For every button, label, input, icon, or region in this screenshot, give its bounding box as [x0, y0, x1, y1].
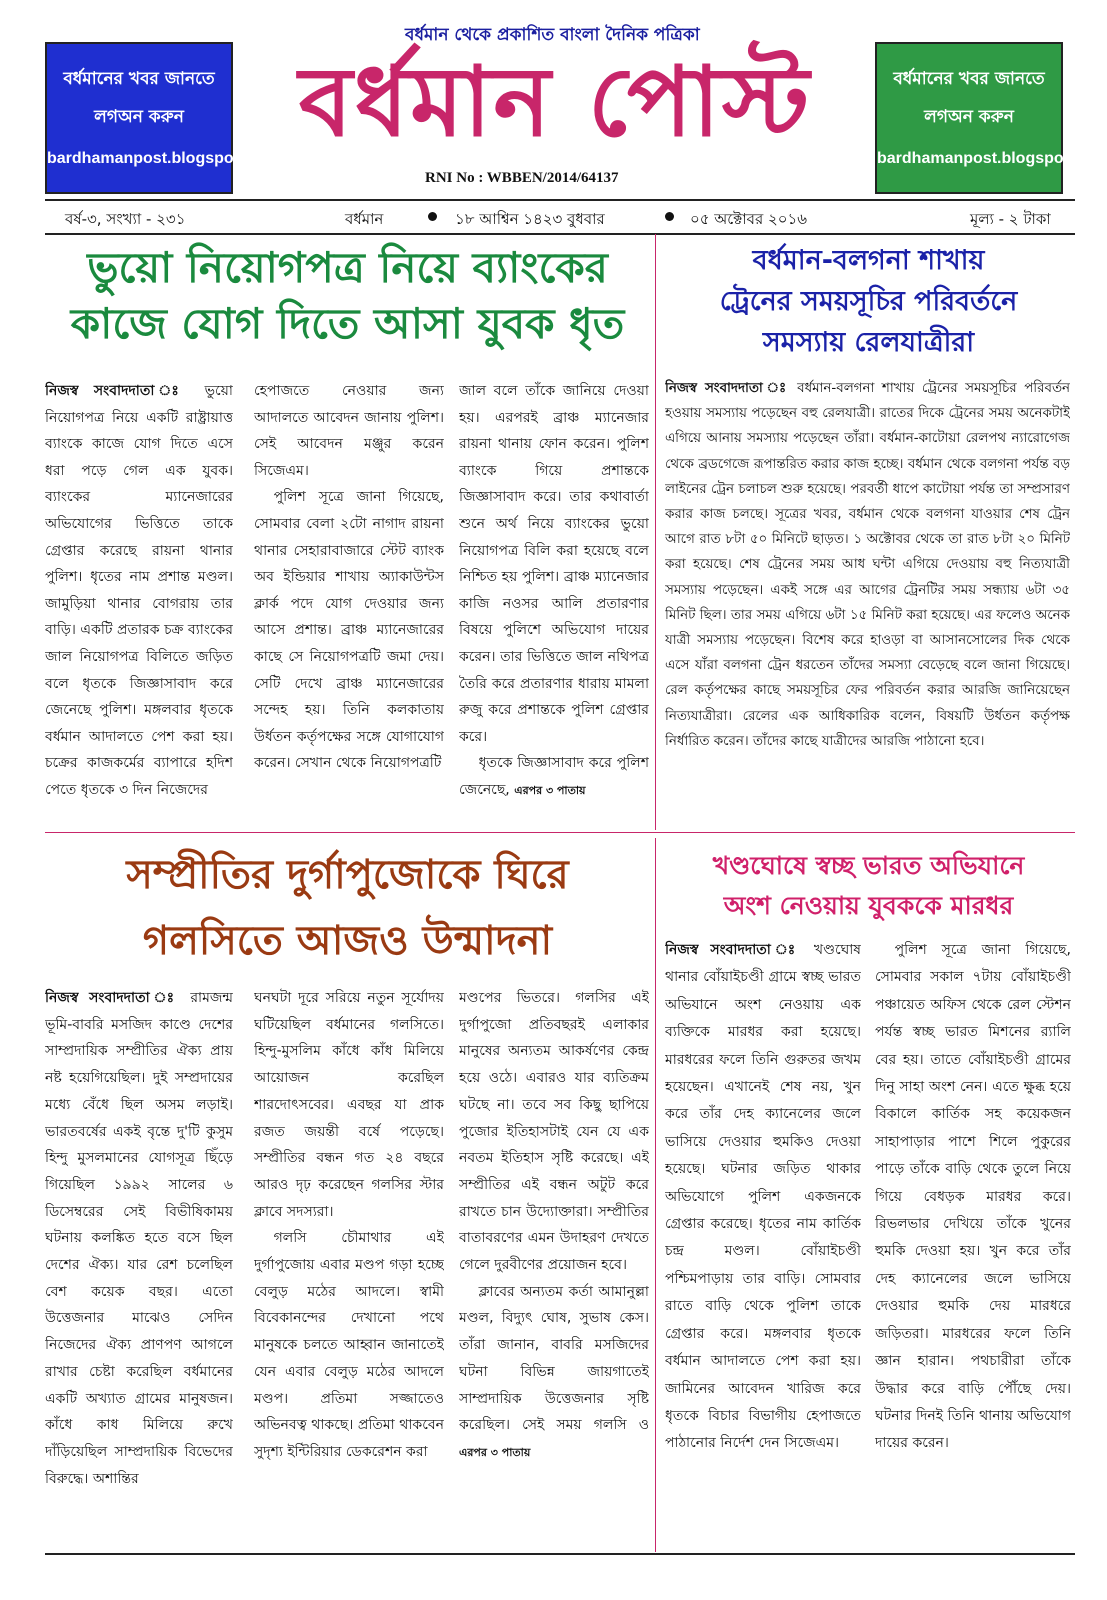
promo-line2: লগঅন করুন — [94, 107, 184, 127]
story4-headline[interactable] — [662, 846, 1075, 926]
promo-url-link[interactable]: bardhamanpost.blogspot.in — [47, 150, 258, 167]
article-text: খণ্ডঘোষ থানার বোঁয়াইচণ্ডী গ্রামে স্বচ্ছ ভারত অভিযানে অংশ নেওয়ায় এক ব্যক্তিকে মারধর করা হয়েছে। মারধরের ফলে তিনি গুরুতর জখম হয়েছেন। এখানেই শেষ নয়, খুন করে তাঁর দেহ ক্যানেলের জলে ভাসিয়ে দেওয়ার হুমকিও দেওয়া হয়েছে। ঘটনার জড়িত থাকার অভিযোগে পুলিশ একজনকে গ্রেপ্তার করেছে। ধৃতের নাম কার্তিক চন্দ্র মণ্ডল। বোঁয়াইচণ্ডী পশ্চিমপাড়ায় তার বাড়ি। সোমবার রাতে বাড়ি থেকে পুলিশ তাকে গ্রেপ্তার করে। মঙ্গলবার ধৃতকে বর্ধমান আদালতে পেশ করা হয়। জামিনের আবেদন খারিজ করে ধৃতকে বিচার বিভাগীয় হেপাজতে পাঠানোর নির্দেশ দেন সিজেএম। — [665, 942, 861, 1452]
story3-column-1 — [45, 985, 233, 1551]
headline-line: সম্প্রীতির দুর্গাপুজোকে ঘিরে — [126, 852, 569, 898]
byline: নিজস্ব সংবাদদাতা ঃ — [45, 990, 180, 1006]
bengali-date: ১৮ আশ্বিন ১৪২৩ বুধবার — [455, 210, 605, 228]
article-text: ভুয়ো নিয়োগপত্র নিয়ে একটি রাষ্ট্রায়াত্ত ব্যাংকে কাজে যোগ দিতে এসে ধরা পড়ে গেল এক যুবক। ব্যাংকের ম্যানেজারের অভিযোগের ভিত্তিতে তাকে গ্রেপ্তার করেছে রায়না থানার পুলিশ। ধৃতের নাম প্রশান্ত মণ্ডল। জামুড়িয়া থানার বোগরায় তার বাড়ি। একটি প্রতারক চক্র ব্যাংকের জাল নিয়োগপত্র বিলিতে জড়িত বলে ধৃতকে জিজ্ঞাসাবাদ করে জেনেছে পুলিশ। মঙ্গলবার ধৃতকে বর্ধমান আদালতে পেশ করা হয়। চক্রের কাজকর্মের ব্যাপারে হদিশ পেতে ধৃতকে ৩ দিন নিজেদের — [45, 383, 233, 798]
headline-line: খণ্ডঘোষে স্বচ্ছ ভারত অভিযানে — [712, 851, 1025, 880]
article-paragraph: পুলিশ সূত্রে জানা গিয়েছে, সোমবার সকাল ৭টায় বোঁয়াইচণ্ডী পঞ্চায়েত অফিস থেকে রেল স্টেশন পর্যন্ত স্বচ্ছ ভারত মিশনের র‍্যালি বের হয়। তাতে বোঁয়াইচণ্ডী গ্রামের দিনু সাহা অংশ নেন। এতে ক্ষুব্ধ হয়ে বিকালে কার্তিক সহ কয়েকজন সাহাপাড়ার পাশে শিলে পুকুরের পাড়ে তাঁকে বাড়ি থেকে তুলে নিয়ে গিয়ে বেধড়ক মারধর করে। রিভলভার দেখিয়ে তাঁকে খুনের হুমকি দেওয়া হয়। খুন করে তাঁর দেহ ক্যানেলের জলে ভাসিয়ে দেওয়ার হুমকি দেয় মারধরে জড়িতরা। মারধরের ফলে তিনি জ্ঞান হারান। পথচারীরা তাঁকে উদ্ধার করে বাড়ি পৌঁছে দেয়। ঘটনার দিনই তিনি থানায় অভিযোগ দায়ের করেন। — [875, 942, 1071, 1452]
story2-headline[interactable] — [662, 240, 1075, 363]
continued-link[interactable]: এরপর ৩ পাতায় — [514, 783, 586, 797]
headline-line: সমস্যায় রেলযাত্রীরা — [762, 327, 975, 358]
article-paragraph: গলসি চৌমাথার এই দুর্গাপুজোয় এবার মণ্ডপ গড়া হচ্ছে বেলুড় মঠের আদলে। স্বামী বিবেকানন্দের দেখানো পথে মানুষকে চলতে আহ্বান জানাতেই যেন এবার বেলুড় মঠের আদলে মণ্ডপ। প্রতিমা সজ্জাতেও অভিনবত্ব থাকছে। প্রতিমা থাকবেন সুদৃশ্য ইন্টিরিয়ার ডেকরেশন করা — [254, 1230, 444, 1460]
headline-line: বর্ধমান-বলগনা শাখায় — [752, 245, 985, 276]
article-text: রামজন্ম ভূমি-বাবরি মসজিদ কাণ্ডে দেশের সাম্প্রদায়িক সম্প্রীতির ঐক্য প্রায় নষ্ট হয়েগিয়েছিল। দুই সম্প্রদায়ের মধ্যে বেঁধে ছিল অসম লড়াই। ভারতবর্ষের একই বৃন্তে দু'টি কুসুম হিন্দু মুসলমানের যোগসূত্র ছিঁড়ে গিয়েছিল ১৯৯২ সালের ৬ ডিসেম্বরের সেই বিভীষিকাময় ঘটনায় কলঙ্কিত হতে বসে ছিল দেশের ঐক্য। যার রেশ চলেছিল বেশ কয়েক বছর। এতো উত্তেজনার মাঝেও সেদিন নিজেদের ঐক্য প্রাণপণ আগলে রাখার চেষ্টা করেছিল বর্ধমানের একটি অখ্যাত গ্রামের মানুষজন। কাঁধে কাধ মিলিয়ে রুখে দাঁড়িয়েছিল সাম্প্রদায়িক বিভেদের বিরুদ্ধে। অশান্তির — [45, 990, 233, 1487]
story3-column-2 — [254, 985, 444, 1551]
issue-number: বর্ষ-৩, সংখ্যা - ২৩১ — [65, 210, 186, 228]
promo-line1: বর্ধমানের খবর জানতে — [63, 69, 215, 89]
story4-column-1 — [665, 937, 861, 1551]
article-paragraph: জাল বলে তাঁকে জানিয়ে দেওয়া হয়। এরপরই ব্রাঞ্চ ম্যানেজার রায়না থানায় ফোন করেন। পুলিশ ব্যাংকে গিয়ে প্রশান্তকে জিজ্ঞাসাবাদ করে। তার কথাবার্তা শুনে অর্থ নিয়ে ব্যাংকের ভুয়ো নিয়োগপত্র বিলি করা হয়েছে বলে নিশ্চিত হয় পুলিশ। ব্রাঞ্চ ম্যানেজার কাজি নওসর আলি প্রতারণার বিষয়ে পুলিশে অভিযোগ দায়ের করেন। তার ভিত্তিতে জাল নথিপত্র তৈরি করে প্রতারণার ধারায় মামলা রুজু করে প্রশান্তকে পুলিশ গ্রেপ্তার করে। — [459, 383, 649, 745]
promo-box-left — [45, 42, 258, 194]
story1-column-1 — [45, 378, 233, 830]
promo-line1: বর্ধমানের খবর জানতে — [893, 69, 1045, 89]
story4-column-2 — [875, 937, 1071, 1551]
article-paragraph: হেপাজতে নেওয়ার জন্য আদালতে আবেদন জানায় পুলিশ। সেই আবেদন মঞ্জুর করেন সিজেএম। — [254, 383, 444, 479]
promo-url-link[interactable]: bardhamanpost.blogspot.in — [877, 150, 1088, 167]
headline-line: কাজে যোগ দিতে আসা যুবক ধৃত — [70, 299, 625, 348]
story3-headline[interactable] — [45, 842, 650, 974]
column-divider — [655, 838, 656, 1552]
rni-number: RNI No : WBBEN/2014/64137 — [425, 170, 619, 186]
bullet-dot-icon — [665, 212, 674, 221]
english-date: ০৫ অক্টোবর ২০১৬ — [690, 210, 808, 228]
headline-line: ভুয়ো নিয়োগপত্র নিয়ে ব্যাংকের — [87, 243, 608, 292]
place-label: বর্ধমান — [345, 210, 384, 228]
article-text: বর্ধমান-বলগনা শাখায় ট্রেনের সময়সূচির পরিবর্তন হওয়ায় সমস্যায় পড়েছেন বহু রেলযাত্রী। রাতের দিকে ট্রেনের সময় অনেকটাই এগিয়ে আনায় সমস্যায় পড়েছেন তাঁরা। বর্ধমান-কাটোয়া রেলপথ ন্যারোগেজ থেকে ব্রডগেজে রূপান্তরিত করার কাজ হচ্ছে। বর্ধমান থেকে বলগনা পর্যন্ত বড় লাইনের ট্রেন চলাচল শুরু হয়েছে। পরবর্তী ধাপে কাটোয়া পর্যন্ত তা সম্প্রসারণ করার কাজ চলছে। সূত্রের খবর, বর্ধমান থেকে বলগনা যাওয়ার শেষ ট্রেন আগে রাত ৮টা ৫০ মিনিটে ছাড়ত। ১ অক্টোবর থেকে তা রাত ৮টা ২০ মিনিট করা হয়েছে। শেষ ট্রেনের সময় আধ ঘন্টা এগিয়ে দেওয়ায় বহু নিত্যযাত্রী সমস্যায় পড়েছেন। একই সঙ্গে এর আগের ট্রেনটির সময় সন্ধ্যায় ৬টা ৩৫ মিনিট ছিল। তার সময় এগিয়ে ৬টা ১৫ মিনিট করা হয়েছে। এর ফলেও অনেক যাত্রী সমস্যায় পড়েছেন। বিশেষ করে হাওড়া বা আসানসোলের দিক থেকে এসে যাঁরা বলগনা ট্রেন ধরতেন তাঁদের সমস্যা বেড়েছে বলে জানা গিয়েছে। রেল কর্তৃপক্ষের কাছে সময়সূচির ফের পরিবর্তন করার আরজি জানিয়েছেন নিত্যযাত্রীরা। রেলের এক আধিকারিক বলেন, বিষয়টি উর্ধতন কর্তৃপক্ষ নির্ধারিত করেন। তাঁদের কাছে যাত্রীদের আরজি পাঠানো হবে। — [665, 381, 1070, 749]
section-divider — [45, 832, 1075, 833]
headline-line: ট্রেনের সময়সূচির পরিবর্তনে — [719, 286, 1018, 317]
byline: নিজস্ব সংবাদদাতা ঃ — [665, 942, 803, 958]
headline-line: অংশ নেওয়ায় যুবককে মারধর — [723, 891, 1014, 920]
byline: নিজস্ব সংবাদদাতা ঃ — [665, 381, 790, 396]
story1-column-3 — [459, 378, 649, 830]
issue-info-bar — [45, 199, 1075, 235]
story2-body — [665, 376, 1070, 828]
headline-line: গলসিতে আজও উন্মাদনা — [142, 918, 553, 964]
promo-box-right — [875, 42, 1088, 194]
newspaper-title: বর্ধমান পোস্ট — [298, 46, 812, 158]
page-bottom-rule — [45, 1553, 1075, 1555]
article-text: ক্লাবের অন্যতম কর্তা আমানুল্লা মণ্ডল, বিদ্যুৎ ঘোষ, সুভাষ কেস। তাঁরা জানান, বাবরি মসজিদের ঘটনা বিভিন্ন জায়গাতেই সাম্প্রদায়িক উত্তেজনার সৃষ্টি করেছিল। সেই সময় গলসি ও — [459, 1283, 649, 1434]
story3-column-3 — [459, 985, 649, 1551]
article-text: ধৃতকে জিজ্ঞাসাবাদ করে পুলিশ জেনেছে, — [459, 755, 649, 798]
bullet-dot-icon — [428, 212, 437, 221]
story1-headline[interactable] — [45, 240, 650, 352]
article-paragraph: পুলিশ সূত্রে জানা গিয়েছে, সোমবার বেলা ২টো নাগাদ রায়না থানার সেহারাবাজারে স্টেট ব্যাংক অব ইন্ডিয়ার শাখায় অ্যাকাউন্টস ক্লার্ক পদে যোগ দেওয়ার জন্য আসে প্রশান্ত। ব্রাঞ্চ ম্যানেজারের কাছে সে নিয়োগপত্রটি জমা দেয়। সেটি দেখে ব্রাঞ্চ ম্যানেজারের সন্দেহ হয়। তিনি কলকাতায় উর্ধতন কর্তৃপক্ষের সঙ্গে যোগাযোগ করেন। সেখান থেকে নিয়োগপত্রটি — [254, 489, 444, 772]
article-paragraph: মণ্ডপের ভিতরে। গলসির এই দুর্গাপুজো প্রতিবছরই এলাকার মানুষের অন্যতম আকর্ষণের কেন্দ্র হয়ে ওঠে। এবারও যার ব্যতিক্রম ঘটছে না। তবে সব কিছু ছাপিয়ে পুজোর ইতিহাসটাই যেন যে এক নবতম ইতিহাস সৃষ্টি করেছে। এই সম্প্রীতির এই বন্ধন অটুট করে রাখতে চান উদ্যোক্তারা। সম্প্রীতির বাতাবরণের এমন উদাহরণ দেখতে গেলে দুরবীণের প্রয়োজন হবে। — [459, 990, 649, 1274]
continued-link[interactable]: এরপর ৩ পাতায় — [459, 1445, 531, 1459]
price-label: মূল্য - ২ টাকা — [970, 210, 1051, 228]
promo-line2: লগঅন করুন — [924, 107, 1014, 127]
column-divider — [655, 234, 656, 830]
article-paragraph: ঘনঘটা দূরে সরিয়ে নতুন সূর্যোদয় ঘটিয়েছিল বর্ধমানের গলসিতে। হিন্দু-মুসলিম কাঁধে কাঁধ মিলিয়ে আয়োজন করেছিল শারদোৎসবের। এবছর যা প্রাক রজত জয়ন্তী বর্ষে পড়েছে। সম্প্রীতির বন্ধন গত ২৪ বছরে আরও দৃঢ় করেছেন গলসির স্টার ক্লাবে সদস্যরা। — [254, 990, 444, 1220]
masthead-tagline: বর্ধমান থেকে প্রকাশিত বাংলা দৈনিক পত্রিকা — [405, 25, 700, 45]
byline: নিজস্ব সংবাদদাতা ঃ — [45, 383, 190, 399]
story1-column-2 — [254, 378, 444, 830]
